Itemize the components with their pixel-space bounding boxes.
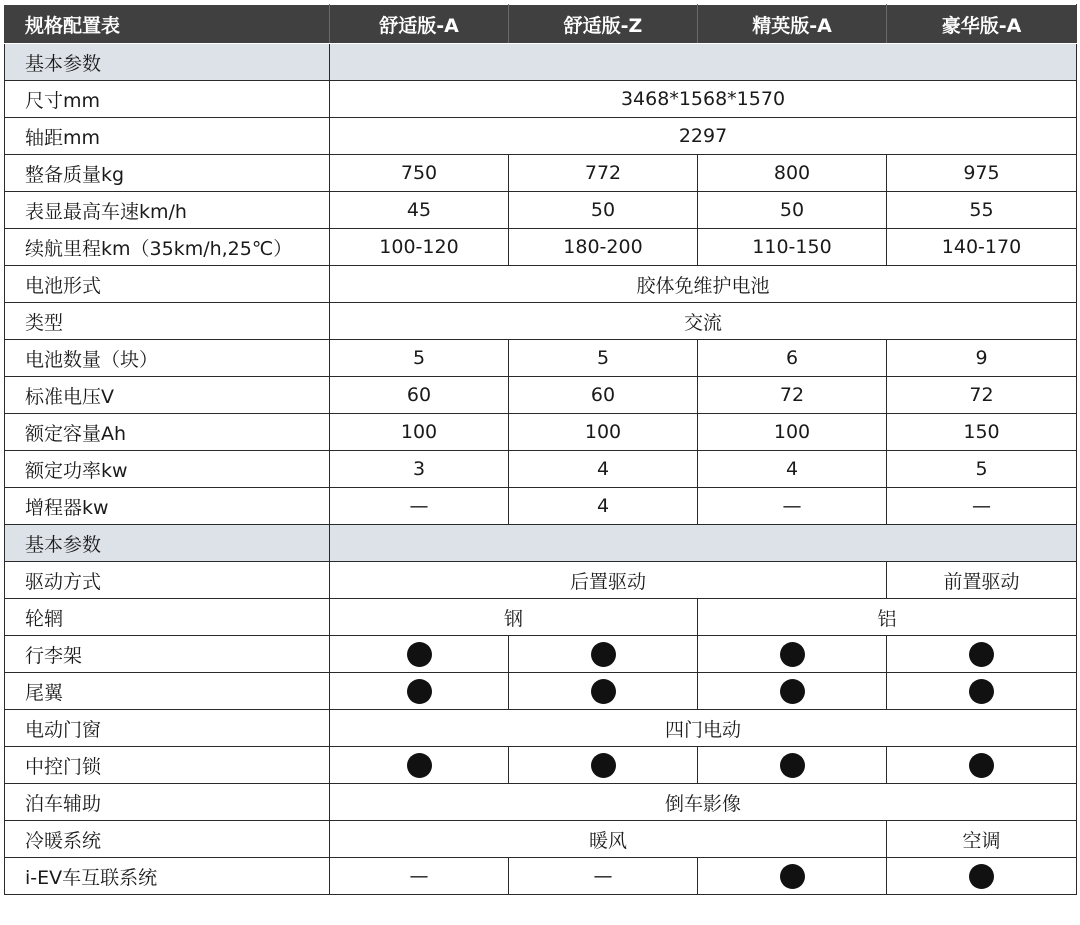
cell-value: 55 [887,192,1077,229]
table-row [5,340,1077,377]
cell-value: 胶体免维护电池 [330,266,1077,303]
feature-cell [330,636,509,673]
row-label: 尺寸mm [5,81,330,118]
cell-value: 150 [887,414,1077,451]
cell-value: 倒车影像 [330,784,1077,821]
standard-dot-icon [780,753,805,778]
feature-cell [698,747,887,784]
cell-value: 5 [509,340,698,377]
table-row [5,747,1077,784]
cell-value: 3468*1568*1570 [330,81,1077,118]
standard-dot-icon [780,679,805,704]
standard-dot-icon [407,642,432,667]
cell-value: 110-150 [698,229,887,266]
cell-value: 暖风 [330,821,887,858]
table-row [5,303,1077,340]
version-header: 舒适版-A [330,5,509,44]
cell-value: 空调 [887,821,1077,858]
table-row [5,414,1077,451]
table-row [5,229,1077,266]
standard-dot-icon [969,679,994,704]
row-label: 类型 [5,303,330,340]
cell-value: 100 [509,414,698,451]
row-label: 电动门窗 [5,710,330,747]
table-row [5,488,1077,525]
cell-value: 铝 [698,599,1077,636]
cell-value: 后置驱动 [330,562,887,599]
cell-value: 交流 [330,303,1077,340]
table-row [5,673,1077,710]
table-title: 规格配置表 [5,5,330,44]
standard-dot-icon [591,642,616,667]
feature-cell [887,858,1077,895]
standard-dot-icon [969,642,994,667]
section-label: 基本参数 [5,44,330,81]
feature-cell [698,673,887,710]
cell-value: 4 [509,451,698,488]
table-row [5,451,1077,488]
table-row [5,377,1077,414]
table-header-row [5,5,1077,44]
cell-value: — [887,488,1077,525]
feature-cell [698,636,887,673]
standard-dot-icon [780,642,805,667]
feature-cell [698,858,887,895]
row-label: 额定功率kw [5,451,330,488]
version-header: 精英版-A [698,5,887,44]
spec-table [4,4,1077,895]
standard-dot-icon [969,753,994,778]
cell-value: — [509,858,698,895]
row-label: 电池形式 [5,266,330,303]
cell-value: 60 [330,377,509,414]
table-row [5,858,1077,895]
table-row [5,599,1077,636]
row-label: 中控门锁 [5,747,330,784]
cell-value: 前置驱动 [887,562,1077,599]
feature-cell [509,747,698,784]
version-header: 豪华版-A [887,5,1077,44]
version-header: 舒适版-Z [509,5,698,44]
row-label: 行李架 [5,636,330,673]
cell-value: 50 [698,192,887,229]
cell-value: 750 [330,155,509,192]
cell-value: 4 [509,488,698,525]
standard-dot-icon [591,753,616,778]
table-row [5,784,1077,821]
cell-value: 钢 [330,599,698,636]
row-label: 表显最高车速km/h [5,192,330,229]
table-row [5,81,1077,118]
cell-value: 140-170 [887,229,1077,266]
row-label: 尾翼 [5,673,330,710]
table-row [5,192,1077,229]
feature-cell [330,747,509,784]
cell-value: 100-120 [330,229,509,266]
row-label: i-EV车互联系统 [5,858,330,895]
table-row [5,710,1077,747]
cell-value: — [698,488,887,525]
row-label: 轴距mm [5,118,330,155]
standard-dot-icon [780,864,805,889]
cell-value: 100 [698,414,887,451]
section-row [5,44,1077,81]
table-row [5,636,1077,673]
row-label: 标准电压V [5,377,330,414]
row-label: 电池数量（块） [5,340,330,377]
cell-value: 180-200 [509,229,698,266]
cell-value: 2297 [330,118,1077,155]
row-label: 额定容量Ah [5,414,330,451]
cell-value: 3 [330,451,509,488]
feature-cell [887,673,1077,710]
cell-value: 45 [330,192,509,229]
cell-value: 72 [698,377,887,414]
cell-value: 4 [698,451,887,488]
feature-cell [887,747,1077,784]
row-label: 续航里程km（35km/h,25℃） [5,229,330,266]
cell-value: 9 [887,340,1077,377]
cell-value: 四门电动 [330,710,1077,747]
cell-value: 975 [887,155,1077,192]
feature-cell [330,673,509,710]
row-label: 泊车辅助 [5,784,330,821]
table-row [5,562,1077,599]
section-row [5,525,1077,562]
standard-dot-icon [969,864,994,889]
feature-cell [509,636,698,673]
row-label: 轮辋 [5,599,330,636]
cell-value: 60 [509,377,698,414]
cell-value: 72 [887,377,1077,414]
cell-value: 800 [698,155,887,192]
standard-dot-icon [407,679,432,704]
table-row [5,155,1077,192]
feature-cell [887,636,1077,673]
table-row [5,118,1077,155]
cell-value: — [330,858,509,895]
standard-dot-icon [591,679,616,704]
section-label: 基本参数 [5,525,330,562]
row-label: 驱动方式 [5,562,330,599]
cell-value: — [330,488,509,525]
cell-value: 5 [887,451,1077,488]
cell-value: 50 [509,192,698,229]
row-label: 整备质量kg [5,155,330,192]
row-label: 冷暖系统 [5,821,330,858]
cell-value: 772 [509,155,698,192]
table-row [5,821,1077,858]
table-row [5,266,1077,303]
row-label: 增程器kw [5,488,330,525]
feature-cell [509,673,698,710]
cell-value: 5 [330,340,509,377]
cell-value: 6 [698,340,887,377]
standard-dot-icon [407,753,432,778]
cell-value: 100 [330,414,509,451]
